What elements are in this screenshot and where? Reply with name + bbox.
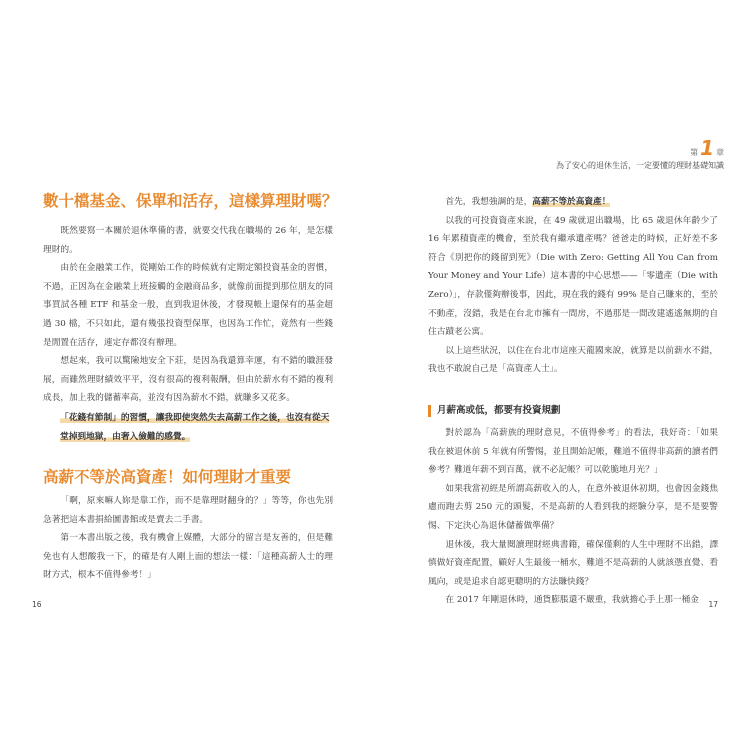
paragraph <box>428 193 718 212</box>
section-heading: 數十檔基金、保單和活存，這樣算理財嗎？ <box>43 192 338 210</box>
chapter-prefix: 第 <box>690 148 699 157</box>
chapter-suffix: 章 <box>716 148 724 157</box>
paragraph: 在 2017 年剛退休時，通貨膨脹還不嚴重，我就擔心手上那一桶金 <box>445 595 699 606</box>
paragraph: 以我的可投資資產來說，在 49 歲就退出職場，比 65 歲退休年齡少了 16 年累積資產的機會，至於我有繼承遺產嗎？爸爸走的時候，正好差不多符合《別把你的錢留到死》（Die with Zero: Getting All You Can from Your Money and Your Life）這本書的中心思想——「零遺產（Die with Zero）」，存款僅夠辦後事，因此，現在我的錢有 99% 是自己賺來的，至於不動產，沒錯，我是在台北市擁有一間房，不過那是一間改建遙遙無期的自住古蹟老公寓。 <box>428 215 718 338</box>
highlight-paragraph <box>60 409 332 446</box>
paragraph: 如果我當初經是所謂高薪收入的人，在意外被退休初期，也會因金錢焦慮而跑去剪 250 元的頭髮，不是高薪的人看到我的經驗分享，是不是要警惕、下定決心為退休儲蓄做準備？ <box>428 483 718 531</box>
paragraph: 由於在金融業工作，從剛始工作的時候就有定期定額投資基金的習慣，不過，正因為在金融業上班接觸的金融商品多，就像前面提到那位朋友的同事買試各種 ETF 和基金一般，直到我退休後，才發現帳上還保有的基金超過 30 檔，不只如此，還有幾張投資型保單，也因為工作忙，竟然有一些錢是閒置在活存，連定存都沒有辦理。 <box>43 263 333 348</box>
paragraph: 以上這些狀況，以住在台北市這座天龍國來說，就算是以前薪水不錯，我也不敢說自己是「高資產人士」。 <box>428 345 718 375</box>
paragraph: 「啊，原來嘛人妳是靠工作，而不是靠理財翻身的？」等等，你也先別急著把這本書捐給圖書館或是賣去二手書。 <box>43 496 333 525</box>
page-number: 16 <box>32 600 42 609</box>
section-heading: 高薪不等於高資產！如何理財才重要 <box>43 468 292 486</box>
paragraph: 第一本書出版之後，我有機會上媒體，大部分的留言是友善的，但是難免也有人想酸我一下，的確是有人剛上面的想法一樣：「這種高薪人士的理財方式，根本不值得參考！」 <box>43 533 333 581</box>
paragraph-lead: 首先，我想強調的是， <box>445 197 533 207</box>
subsection-heading: 月薪高或低，都要有投資規劃 <box>428 405 561 417</box>
right-page <box>375 0 750 750</box>
body-text-block <box>43 492 333 585</box>
emphasis-text: 高薪不等於高資產！ <box>532 197 611 207</box>
page-number: 17 <box>708 600 718 609</box>
chapter-subtitle: 為了安心的退休生活，一定要懂的理財基礎知識 <box>556 161 724 170</box>
body-text-block <box>428 424 718 610</box>
body-text-block <box>43 222 333 408</box>
chapter-header <box>556 136 724 171</box>
paragraph: 退休後，我大量閱讀理財經典書籍，確保僅剩的人生中理財不出錯，譯慎做好資產配置，顧好人生最後一桶水，難道不是高薪的人就該憑直覺、看風向，或是追求自認更聰明的方法賺快錢？ <box>428 539 718 587</box>
chapter-number: 1 <box>700 136 714 160</box>
body-text-block <box>428 193 718 379</box>
paragraph: 既然要寫一本關於退休準備的書，就要交代我在職場的 26 年，是怎樣理財的。 <box>43 226 333 255</box>
paragraph: 想起來，我可以驚險地安全下莊，是因為我還算幸運，有不錯的職涯發展，而雖然理財績效平平，沒有很高的複利報酬，但由於薪水有不錯的複利成長，加上我的儲蓄率高，並沒有因為薪水不錯，就賺多又花多。 <box>43 356 333 404</box>
paragraph: 對於認為「高薪族的理財意見，不值得參考」的看法，我好奇：「如果我在被退休前 5 年就有所警惕，並且開始記帳，難道不值得非高薪的讀者們參考？難道年薪不到百萬，就不必記帳？可以乾脆地月光？」 <box>428 428 718 476</box>
highlight-text: 「花錢有節制」的習慣，讓我即使突然失去高薪工作之後，也沒有從天堂掉到地獄，由奢入儉難的感覺。 <box>60 413 330 442</box>
